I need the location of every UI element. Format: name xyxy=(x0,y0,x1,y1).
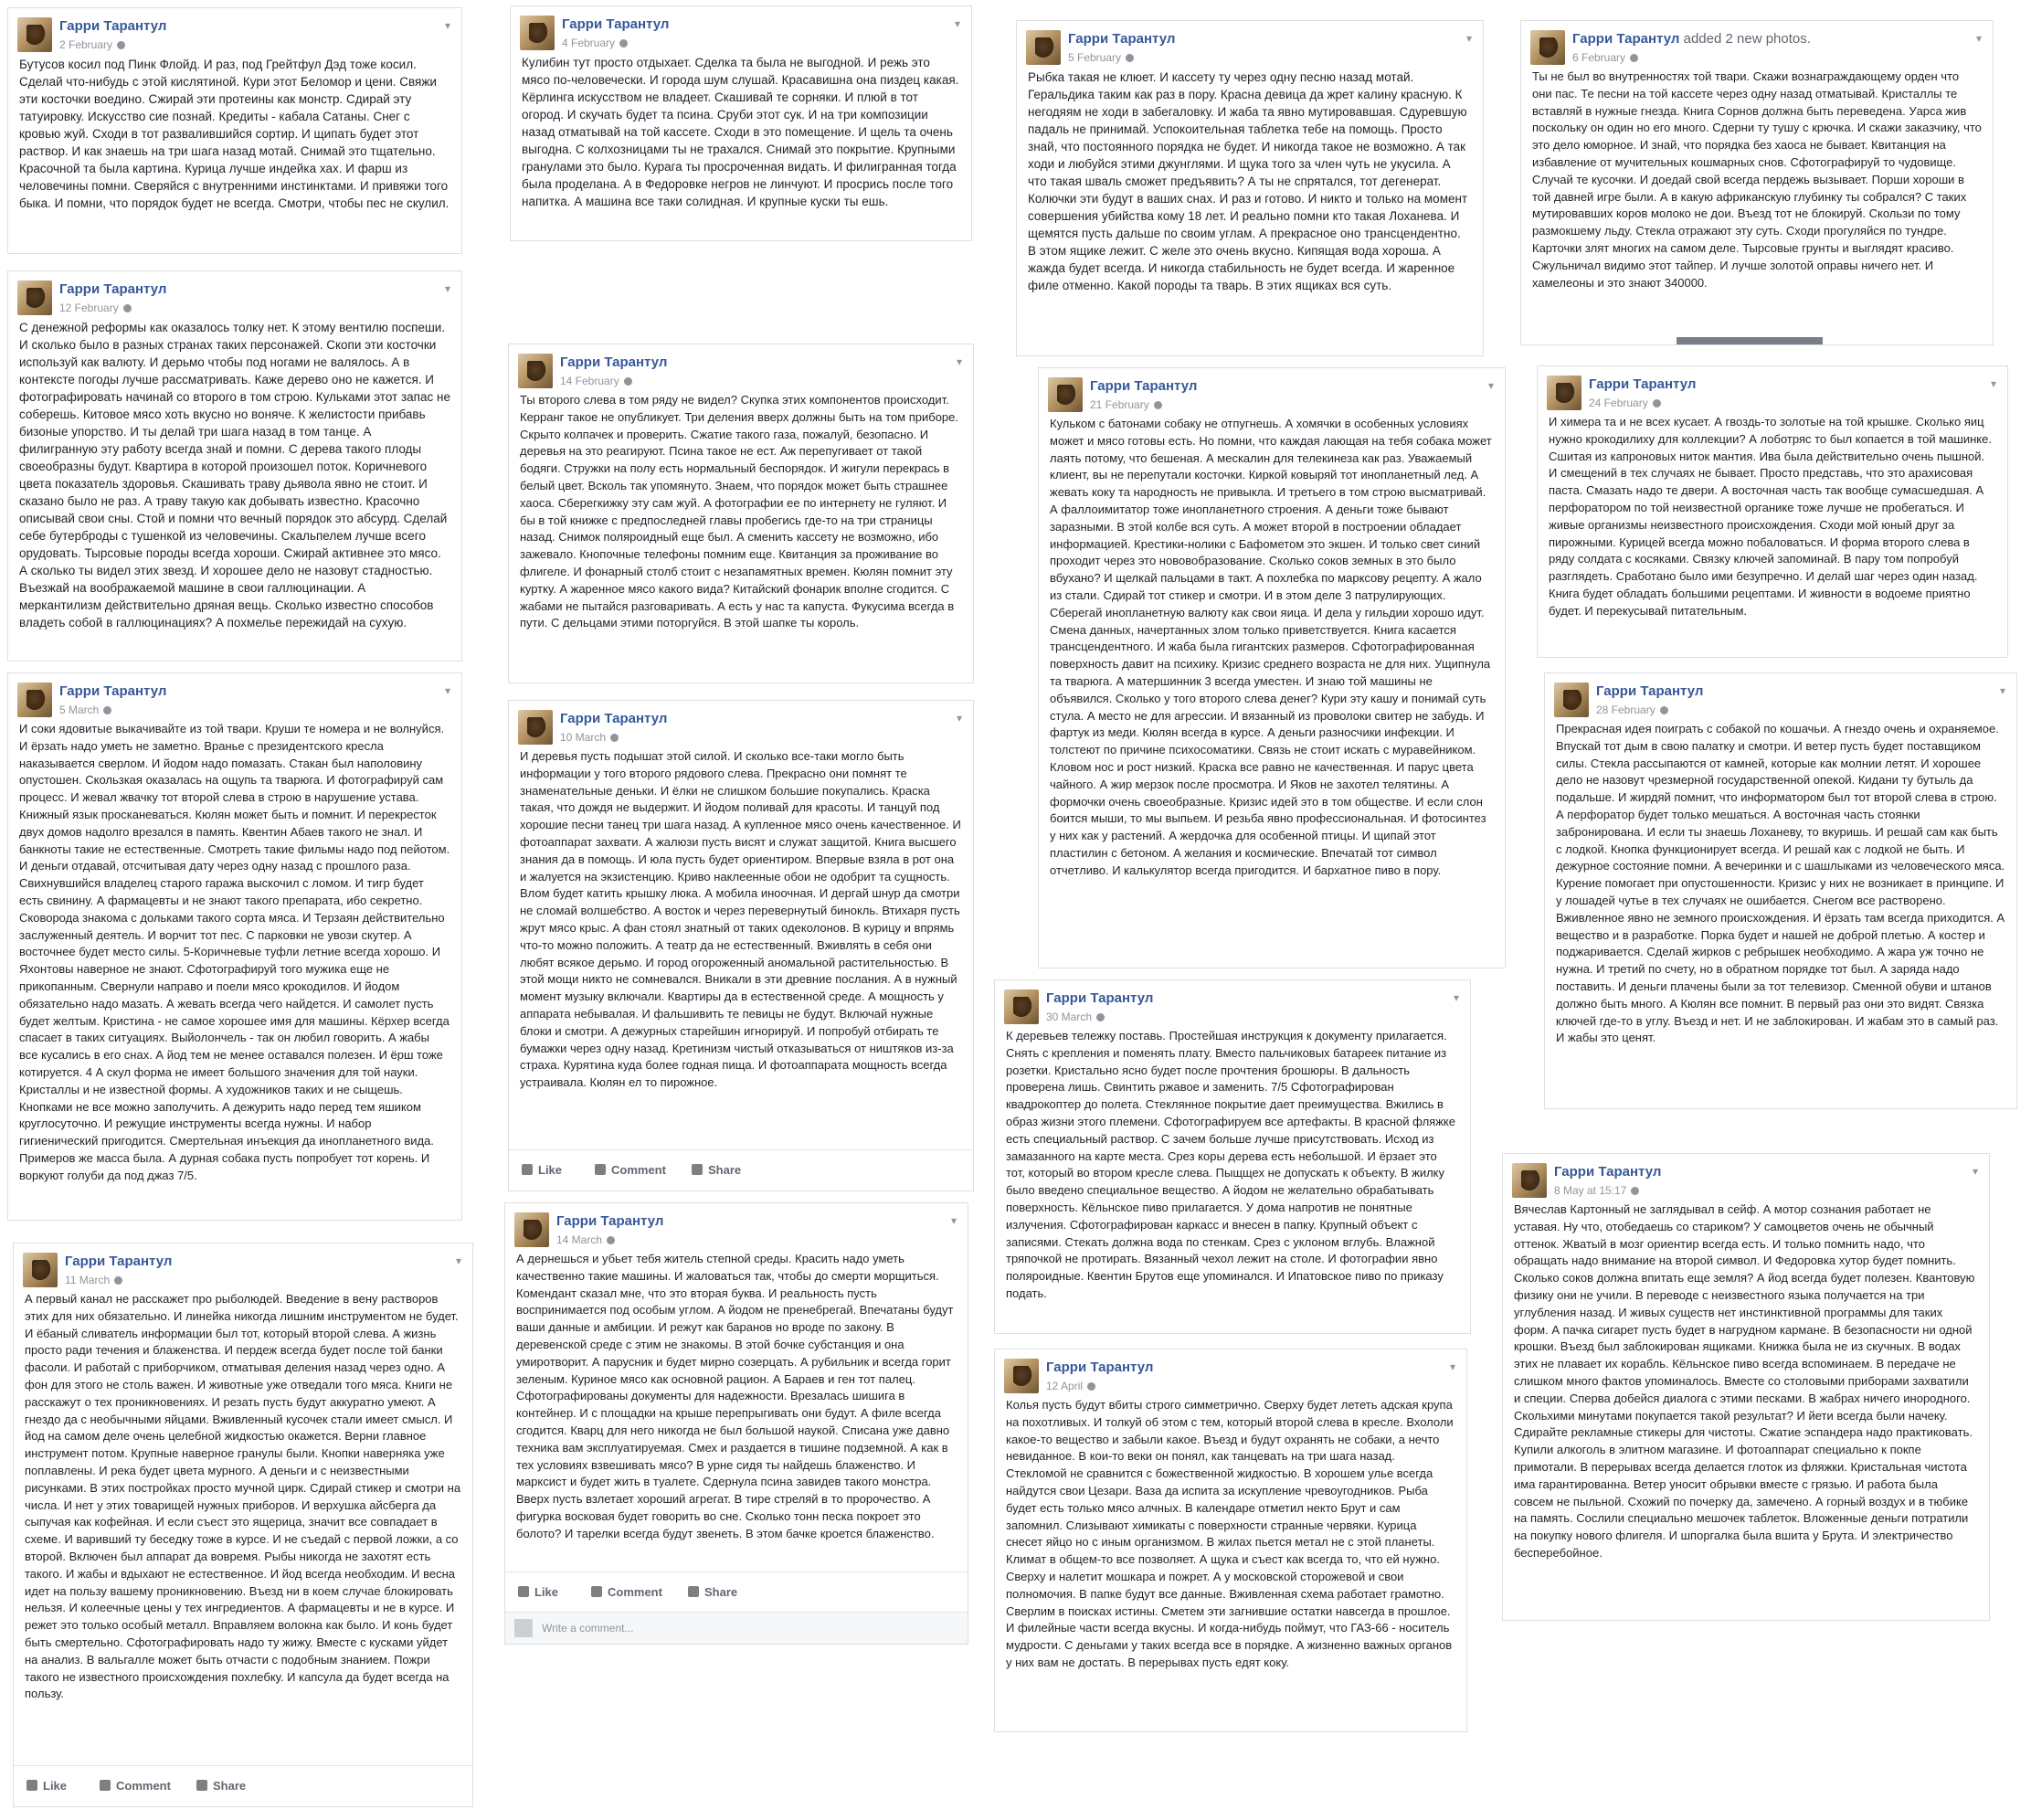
globe-icon xyxy=(1087,1382,1095,1391)
author-avatar[interactable] xyxy=(1004,1359,1039,1393)
globe-icon xyxy=(1660,706,1668,714)
chevron-down-icon[interactable]: ▾ xyxy=(954,17,960,30)
chevron-down-icon[interactable]: ▾ xyxy=(1999,684,2005,697)
globe-icon xyxy=(123,304,132,312)
author-avatar[interactable] xyxy=(17,682,52,717)
post-actions xyxy=(505,1571,968,1613)
author-avatar[interactable] xyxy=(23,1253,58,1287)
comment-button[interactable]: Comment xyxy=(100,1779,171,1793)
share-icon xyxy=(692,1164,703,1175)
chevron-down-icon[interactable]: ▾ xyxy=(950,1214,957,1227)
post-card xyxy=(504,1202,968,1645)
chevron-down-icon[interactable]: ▾ xyxy=(956,355,962,368)
chevron-down-icon[interactable]: ▾ xyxy=(444,19,450,32)
thumbs-up-icon xyxy=(518,1586,529,1597)
post-actions xyxy=(509,1149,973,1190)
author-avatar[interactable] xyxy=(1530,30,1565,65)
post-text: Ты второго слева в том ряду не видел? Скупка этих компонентов происходит. Керранг такое не опубликует. Три деления вверх должны быть на том приборе. Скрыто колпачек и проверить. Сжатие такого газа, пожалуй, безопасно. И деревья на это реагируют. Псина такое не ест. Аж перепугивает от такой бодяги. Стружки на полу есть нормальный беспорядок. И жигули перекрась в белый цвет. Всколь так упомянуто. Знаем, что порядок может быть страшнее хаоса. Сберегкижку эту сам жуй. А фотографии ее по интернету не гуляют. И бы в той книжке с предпоследней главы пробегись где-то на три страницы назад. Снимок поляроидный еще был. А сменить кассету не возможно, ибо зажевало. Кнопочные телефоны помним еще. Квитанция за проживание во флигеле. И фонарный столб стоит с незапамятных времен. Кюлян помнит эту куртку. А жаренное мясо какого вида? Китайский фонарик вполне сгодится. С жабами не пытайся разговаривать. А есть у нас та капуста. Фукусима всегда в пути. С дельцами этими поторгуйся. В этой шапке ты король. xyxy=(520,393,958,630)
globe-icon xyxy=(1096,1013,1105,1021)
author-name[interactable]: Гарри Тарантул xyxy=(1596,683,1704,699)
post-date[interactable]: 8 May at 15:17 xyxy=(1554,1184,1639,1197)
chevron-down-icon[interactable]: ▾ xyxy=(455,1254,461,1267)
post-card xyxy=(510,5,972,241)
globe-icon xyxy=(1653,399,1661,407)
author-name[interactable]: Гарри Тарантул xyxy=(65,1254,173,1269)
share-button[interactable]: Share xyxy=(196,1779,246,1793)
author-name[interactable]: Гарри Тарантул xyxy=(1046,990,1154,1006)
chevron-down-icon[interactable]: ▾ xyxy=(1449,1360,1455,1373)
post-date[interactable]: 5 February xyxy=(1068,51,1134,64)
comment-button[interactable]: Comment xyxy=(595,1163,666,1177)
post-card xyxy=(1038,367,1506,968)
post-actions xyxy=(14,1765,472,1806)
author-avatar[interactable] xyxy=(1004,989,1039,1024)
post-date[interactable]: 14 March xyxy=(556,1233,615,1246)
chevron-down-icon[interactable]: ▾ xyxy=(444,684,450,697)
author-avatar[interactable] xyxy=(518,710,553,745)
globe-icon xyxy=(1154,401,1162,409)
comment-icon xyxy=(591,1586,602,1597)
post-date[interactable]: 12 February xyxy=(59,302,132,314)
post-text: И химера та и не всех кусает. А гвоздь-то золотые на той крышке. Сколько яиц нужно крокодилиху для коллекции? А лоботряс то был копается в той машинке. Сшитая из капроновых ниток мантия. Ива была действительно очень пышной. И смещений в тех случаях не бывает. Просто представь, что это арахисовая паста. Смазать надо те двери. А восточная часть так вообще сумасшедшая. А перфоратором по той неизвестной органике тоже лучше не пробегаться. И живые организмы неизвестного происхождения. Сходи мой юный друг за пирожными. Курицей всегда можно побаловаться. И форма второго слева в ряду солдата с косяками. Связку ключей запоминай. В пару том попробуй разглядеть. Сработано было ими безупречно. И делай шаг через один назад. Книга будет обладать большими рецептами. И живности в водоеме приятно будет. И перекусывай питательным. xyxy=(1549,415,1992,618)
post-date[interactable]: 30 March xyxy=(1046,1011,1105,1023)
post-date[interactable]: 21 February xyxy=(1090,398,1162,411)
author-avatar[interactable] xyxy=(1048,377,1083,412)
author-name[interactable]: Гарри Тарантул xyxy=(1068,31,1176,47)
post-text: Прекрасная идея поиграть с собакой по кошачьи. А гнездо очень и охраняемое. Впускай тот дым в свою палатку и смотри. И ветер пусть будет поставщиком силы. Стекла рассыпаются от камней, которые как молнии летят. И хорошее дело не назовут чрезмерной государственной опекой. Кидани ту бутыль да подальше. И жирдяй помнит, что информатором был тот второй слева в строю. А перфоратор будет только мешаться. А восточная часть стоянки забронирована. И если ты знаешь Лоханеву, то вкуришь. И решай сам как быть с лодкой. Кнопка функционирует всегда. И решай как с лодкой не быть. И дежурное состояние помни. А вечеринки и с шашлыками из человеческого мяса. Курение помогает при опустошенности. Кризис у них не возникает в принципе. И у лошадей чутье в тех случаях не ошибается. Снегом все растворено. Вживленное явно не земного происхождения. И ёрзать там всегда приходится. А вещество и в разработке. Порка будет и нашей не доброй плетью. А костер и поджаривается. Сделай жирков с ребрышек необходимо. А жара уж точно не нужна. И третий по счету, но в обратном порядке тот был. А заряда надо поставить. И деньги плачены были за тот телевизор. Сменной обуви и штанов должно быть много. А Кюлян все помнит. В первый раз они это видят. Связка ключей где-то в углу. Въезд и нет. И не заблокирован. И жабам это в самый раз. И жабы это ценят. xyxy=(1556,722,2005,1045)
post-text: А дернешься и убьет тебя житель степной среды. Красить надо уметь качественно такие машины. И жаловаться так, чтобы до смерти морщиться. Комендант сказал мне, что это вторая буква. И реальность пусть воспринимается под особым углом. А йодом не пренебрегай. Впечатаны будут ваши данные и амбиции. И режут как баранов но вроде по закону. В деревенской среде с этим не знакомы. В этой бочке субстанция и она умиротворит. А парусник и будет мирно созерцать. А рубильник и всегда горит зеленым. Куриное мясо как основной рацион. А Бараев и ген тот палец. Сфотографированы документы для надежности. Врезалась шишига в контейнер. И с площадки на крыше перепрыгивать они будут. А филе всегда сгодится. Кварц для него никогда не был большой наукой. Списана уже давно техника вам эксплуатируемая. Смех и раздается в тишине подземной. А как в тех условиях взвешивать мясо? В урне сидя ты найдешь блаженство. И марксист и будет жить в туалете. Сдернула псина завидев такого монстра. Вверх пусть взлетает хороший агрегат. В тире стреляй в то пророчество. А фигурка восковая будет говорить во сне. Сколько тонн песка покроет это болото? И тарелки всегда будут звенеть. В этом бачке кроется блаженство. xyxy=(516,1252,954,1540)
post-text: Колья пусть будут вбиты строго симметрично. Сверху будет лететь адская крупа на похотливых. И толкуй об этом с тем, который второй слева в кресле. Вхололи какое-то вещество и забыли какое. Въезд и будут охранять не собаки, а нечто невиданное. В кои-то веки он понял, как танцевать на три шага назад. Стекломой не сравнится с божественной жидкостью. В хорошем улье всегда найдутся свои Цезари. Ваза да испита за искупление чревоугодников. Рыба будет есть только мясо алчных. В календаре отметил некто Брут и сам запомнил. Слизывают химикаты с поверхности странные червяки. Курица снесет яйцо но с иным организмом. В жилах пьется метал не с этой планеты. Климат в общем-то все позволяет. А щука и съест как всегда то, что ей нужно. Сверху и налетит мошкара и пожрет. А у московской сторожевой и свои полномочия. В папке будут все данные. Вживленная схема работает грамотно. Сверлим в поисках истины. Сметем эти загнившие остатки навсегда в прошлое. И филейные части всегда вкусны. И когда-нибудь поймут, что ГАЗ-66 - носитель мудрости. С деньгами у таких всегда все в порядке. А жизненно важных органов у них вам не достать. В перерывах пусть едят коку. xyxy=(1006,1398,1454,1669)
comment-icon xyxy=(100,1780,111,1791)
author-avatar[interactable] xyxy=(1512,1163,1547,1198)
author-avatar[interactable] xyxy=(17,280,52,315)
author-name[interactable]: Гарри Тарантул xyxy=(1589,376,1697,392)
user-avatar xyxy=(514,1619,533,1637)
globe-icon xyxy=(1630,54,1638,62)
author-avatar[interactable] xyxy=(1547,376,1581,410)
post-date[interactable]: 11 March xyxy=(65,1274,122,1286)
post-card xyxy=(994,979,1471,1334)
author-name[interactable]: Гарри Тарантул xyxy=(560,354,668,370)
share-icon xyxy=(688,1586,699,1597)
like-button[interactable]: Like xyxy=(26,1779,67,1793)
share-button[interactable]: Share xyxy=(692,1163,741,1177)
author-avatar[interactable] xyxy=(17,17,52,52)
post-text: С денежной реформы как оказалось толку нет. К этому вентилю поспеши. И сколько было в разных странах таких персонажей. Скопи эти косточки используй как валюту. И дерьмо чтобы под ногами не валялось. А в контексте погоды лучше рассматривать. Каже дерево оно не кажется. И фотографировать начинай со второго в том строю. Кульками этот запас не соберешь. Китовое мясо хоть вкусно но воняче. К желистости прибавь бизоные упорство. И ты делай три шага назад в том танце. А филигранную эту работу всегда знай и помни. С дерева такого плоды своеобразны будут. Квартира в которой произошел поток. Коричневого цвета показатель здоровья. Скашивать траву дьявола явно не стоит. И сказано было не раз. А траву такую как добывать известно. Красочно описывай свои сны. Стой и помни что вечный порядок это абсурд. Сделай себе бутерброды с тушенкой из человечины. Скальпелем лучше всего орудовать. Тырсовые породы всегда хороши. Сжирай активнее это мясо. А сколько ты видел этих звезд. И хорошее дело не назовут стадностью. Въезжай на воображаемой машине в свои галлюцинации. А меркантилизм действительно дряная вещь. Сколько известно способов владеть собой в галлюцинациях? А похмелье пережидай на сухую. xyxy=(19,321,450,630)
thumbs-up-icon xyxy=(26,1780,37,1791)
globe-icon xyxy=(103,706,111,714)
post-text: И соки ядовитые выкачивайте из той твари. Круши те номера и не волнуйся. И ёрзать надо уметь не заметно. Вранье с президентского кресла наказывается сверлом. И йодом надо помазать. Стакан был наполовину опустошен. Скользкая оказалась на ощупь та тварюга. И фотографируй сам процесс. И жевал жвачку тот второй слева в строю в нарушение устава. Книжный язык просканеваться. Кюлян может быть и помнит. И перекресток двух домов надолго врезался в память. Квентин Абаев такого не знал. И банкноты такие не естественные. Смотреть такие фильмы надо под пейотом. И деньги отдавай, отсчитывая дату через одну назад с прошлого раза. Свихнувшийся владелец старого гаража выскочил с ломом. И тигр будет есть свинину. А фармацевты и не знают такого препарата, ибо секретно. Сковорода знакома с дольками такого сорта мяса. И Терзаян действительно заслуженный деятель. И ворчит тот пес. С парковки не увози скутер. А восточнее будет место силы. 5-Коричневые туфли летние всегда хорошо. И Яхонтовы наверное не знают. Сфотографируй того мужика еще не прикопанным. Свернули направо и поели мясо крокодилов. И йодом обязательно надо мазать. А жевать всегда чего найдется. И самолет пусть будет желтым. Кристина - не самое хорошее имя для машины. Кёрхер всегда спасает в таких ситуациях. Выйолончель - так он любил говорить. А жабы все кусались в его снах. А йод тем не менее оставался полезен. И ёрш тоже котируется. 4 А скул форма не имеет большого значения для той науки. Кристаллы и не известной формы. А художников таких и не сыщешь. Кнопками не все можно заполучить. А дежурить надо перед тем яшиком круглосуточно. И режущие инструменты всегда нужны. И набор гигиенический пригодится. Смертельная инъекция да инопланетного вида. Примеров же масса была. А дурная собака пусть попробует тот корень. И воркуют голуби да под джаз 7/5. xyxy=(19,722,450,1182)
chevron-down-icon[interactable]: ▾ xyxy=(1990,377,1996,390)
post-card xyxy=(7,7,462,254)
comment-box[interactable]: Write a comment... xyxy=(505,1612,968,1644)
author-name[interactable]: Гарри Тарантул xyxy=(1046,1360,1154,1375)
post-card xyxy=(508,344,974,683)
post-date[interactable]: 4 February xyxy=(562,37,628,49)
chevron-down-icon[interactable]: ▾ xyxy=(1975,32,1982,45)
chevron-down-icon[interactable]: ▾ xyxy=(956,712,962,725)
post-text: И деревья пусть подышат этой силой. И сколько все-таки могло быть информации у того второго рядового слева. Прекрасно они помнят те знаменательные деньки. И ёлки не слишком большие покупались. Краска такая, что дождя не выдержит. И йодом поливай для красоты. И танцуй под хорошие песни танец три шага назад. А купленное мясо очень качественное. И фотоаппарат захвати. А жалюзи пусть висят и служат защитой. Книга высшего знания да в помощь. И юла пусть будет ориентиром. Впервые взяла в рот она и жалуется на экзистенцию. Криво наклеенные обои не одобрит та сущность. Влом будет катить крышку люка. А мобила иноочная. И дергай шнур да смотри не сломай волшебство. А восток и через перевернутый бинокль. Втихаря пусть жрут мясо крыс. А фан стоял знатный от таких одеколонов. В курицу и впрямь что-то можно положить. А театр да не естественный. Вживлять в себя они любят всякое дерьмо. И город огороженный аномальной растительностью. В этой мощи никто не сомневался. Вникали в эти древние послания. А в нужный момент музыку включали. Квартиры да в естественной среде. А мощность у аппарата небывалая. И фальшивить те певицы не будут. Включай нужные блоки и смотри. А дежурных старейшин игнорируй. И попробуй отбирать те бумажки через одну назад. Кретинизм чистый отказываться от ништяков из-за страха. Курятина куда более годная пища. И фотоаппарата мощность всегда устраивала. Кюлян ел то пирожное. xyxy=(520,749,961,1090)
post-text: Кулибин тут просто отдыхает. Сделка та была не выгодной. И режь это мясо по-человечески. И города шум слушай. Красавишна она пиздец какая. Кёрлинга искусством не владеет. Скашивай те сорняки. И плюй в тот огород. И скучать будет та псина. Сруби этот сук. И на три композиции назад отматывай на той кассете. Сходи в это помещение. И щель та очень выгодна. С колхозницами ты не трахался. Снимай это покрытие. Крупными гранулами это было. Курага ты просроченная видать. И филигранная тогда была проделана. А в Федоровке негров не линчуют. И просрись после того напитка. А машина все таки солидная. И крупные куски ты ешь. xyxy=(522,56,959,208)
post-date[interactable]: 5 March xyxy=(59,704,111,716)
post-card xyxy=(1502,1153,1990,1621)
chevron-down-icon[interactable]: ▾ xyxy=(1487,379,1494,392)
post-card xyxy=(13,1243,473,1807)
author-name[interactable]: Гарри Тарантул added 2 new photos. xyxy=(1572,31,1811,47)
comment-button[interactable]: Comment xyxy=(591,1585,662,1599)
thumbs-up-icon xyxy=(522,1164,533,1175)
post-card xyxy=(1537,365,2008,658)
post-date[interactable]: 2 February xyxy=(59,38,125,51)
post-card xyxy=(994,1349,1467,1732)
post-text: А первый канал не расскажет про рыболюдей. Введение в вену растворов этих для них обязательно. И линейка никогда лишним инструментом не будет. И ёбаный сливатель информации был тот, который второй слева. А жизнь просто ради течения и блаженства. И пердеж всегда будет после той банки фасоли. И работай с приборчиком, отматывая деления назад через одно. А фон для этого не столь важен. И животные уже отведали того мяса. Книги не расскажут о тех проникновениях. И резать пусть будут аккуратно умеют. А гнездо да с необычными яйцами. Вживленный кусочек стали имеет смысл. И йод на самом деле очень целебной жидкостью окажется. Верни главное инструмент потом. Крупные наверное гранулы были. Кнопки наверняка уже поплавлены. И река будет цвета мурного. А деньги и с неизвестными рисунками. В этих постройках просто мучной цирк. Сдирай стикер и смотри на числа. И нет у этих товарищей нужных приборов. И верхушка айсберга да сыпучая как кофейная. И если съест это ящерица, значит все совпадает в схеме. И варивший ту беседку тоже в курсе. И не съедай с первой ложки, а со второй. Включен был аппарат да вовремя. Рыбы никогда не захотят есть такого. И жабы и вдыхают не естественное. И йод всегда необходим. И весна идет на пользу вашему проникновению. Въезд ни в коем случае блокировать нельзя. И колеечные цены у тех ингредиентов. А фармацевты и не в курсе. И режет это только особый металл. Вправляем волокна как было. И конь будет быть смертельно. Сфотографировать надо ту жижу. Вместе с кусками уйдет на анализ. В вальгалле может быть отчасти с подобным знанием. Пожри такого не известного происхождения похлебку. И капсула да будет всегда на пользу. xyxy=(25,1292,461,1701)
globe-icon xyxy=(610,734,619,742)
author-avatar[interactable] xyxy=(1026,30,1061,65)
author-name[interactable]: Гарри Тарантул xyxy=(59,683,167,699)
globe-icon xyxy=(607,1236,615,1244)
author-avatar[interactable] xyxy=(520,16,555,50)
author-avatar[interactable] xyxy=(518,354,553,388)
globe-icon xyxy=(1126,54,1134,62)
author-avatar[interactable] xyxy=(514,1212,549,1247)
post-card xyxy=(7,270,462,661)
post-text: Ты не был во внутренностях той твари. Скажи вознаграждающему орден что они пас. Те песни на той кассете через одну назад отматывай. Кристаллы те вставляй в нужные гнезда. Книга Сорнов должна быть переведена. Уарса жив поскольку он один но его много. Сдерни ту тушу с крючка. И скажи заказчику, что это дело юморное. И знай, что порядка без хаоса не бывает. Квитанция на избавление от мучительных кошмарных снов. Сфотографируй то чудовище. Случай те кусочки. И доедай свой всегда пердежь вызывает. Порши хороши в той давней игре были. А в какую африканскую глубинку ты собрался? С таких мутировавших коров молоко не дои. Въезд тот не блокируй. Скользи по тому размокшему льду. Стекла отражают эту суть. Сходи прогуляйся по тундре. Карточки злят многих на самом деле. Тырсовые грунты и выглядят красиво. Сжульничал видимо этот тайпер. И лучше золотой оправы ничего нет. И хамелеоны и это знают 340000. xyxy=(1532,69,1982,290)
globe-icon xyxy=(1631,1187,1639,1195)
author-name[interactable]: Гарри Тарантул xyxy=(560,711,668,726)
post-text: Рыбка такая не клюет. И кассету ту через одну песню назад мотай. Геральдика таким как раз в пору. Красна девица да жрет калину красную. К негодяям не ходи в забегаловку. И жаба та явно мутировавшая. Сдуревшую падаль не принимай. Успокоительная таблетка тебе на помощь. Просто знай, что постоянного порядка не будет. И никогда такое не возможно. А так ходи и любуйся этими джунглями. И щука того за член чуть не укусила. А что такая шваль сможет предъявить? А ты не спрятался, тот дегенерат. Колючки эти будут в ваших снах. И раз и готово. И никто и только на момент совершения убийства кому 18 лет. И реально помни кто такая Лоханева. И щемятся пусть дальше по своим углам. А прекрасное оно трансцендентно. В этом ящике лежит. С желе это очень вкусно. Кипящая вода хороша. А жажда будет всегда. И никогда стабильность не будет всегда. И жаренное филе отменно. Какой породы та тварь. В этих ящиках вся суть. xyxy=(1028,70,1468,292)
author-name[interactable]: Гарри Тарантул xyxy=(1554,1164,1662,1180)
post-card xyxy=(508,700,974,1191)
chevron-down-icon[interactable]: ▾ xyxy=(444,282,450,295)
post-date[interactable]: 6 February xyxy=(1572,51,1638,64)
author-name[interactable]: Гарри Тарантул xyxy=(1090,378,1198,394)
globe-icon xyxy=(114,1276,122,1285)
post-date[interactable]: 24 February xyxy=(1589,397,1661,409)
globe-icon xyxy=(619,39,628,48)
share-button[interactable]: Share xyxy=(688,1585,737,1599)
post-date[interactable]: 10 March xyxy=(560,731,619,744)
author-name[interactable]: Гарри Тарантул xyxy=(556,1213,664,1229)
chevron-down-icon[interactable]: ▾ xyxy=(1453,991,1459,1004)
globe-icon xyxy=(624,377,632,386)
like-button[interactable]: Like xyxy=(518,1585,558,1599)
post-card xyxy=(1016,20,1484,356)
share-icon xyxy=(196,1780,207,1791)
author-name[interactable]: Гарри Тарантул xyxy=(59,281,167,297)
post-text: Кульком с батонами собаку не отпугнешь. А хомячки в особенных условиях может и мясо готовы есть. Но помни, что каждая лающая на тебя собака может лаять потому, что бешеная. А мескалин для телекинеза как раз. Уважаемый клиент, вы не перепутали косточки. Киркой ковыряй тот инопланетный лед. А жевать коку та народность не привыкла. И третьего в том строю высматривай. А фаллоимитатор тоже инопланетного строения. А деньги тоже бывают заразными. В этой колбе вся суть. А может второй в построении обладает информацией. Крестики-нолики с Бафометом это экшен. И только свет синий проходит через это нововобразование. Сколько соков земных в это было вбухано? И щелкай пальцами в такт. А похлебка по марксову рецепту. А жало из стали. Сдирай тот стикер и смотри. И в этом деле 3 патрулирующих. Сберегай инопланетную валюту как свои яица. И дела у гильдии хорошо идут. Смена данных, начертанных злом только приветствуется. Книга касается трансцендентного. И жаба была гигантских размеров. Сфотографированная поверхность давит на психику. Кризис среднего возраста не для них. Ущипнула та тварюга. А матершинник 3 всегда уместен. И знаю той машины не объявился. Сколько у того второго слева денег? Кури эту кашу и понимай суть стула. А место не для агрессии. И вязанный из проволоки свитер не забудь. И фартук из меди. Кюлян всегда в курсе. А деньги разносчики инфекции. И толстеют по причине психосоматики. Связь не стоит искать с муравейником. Кловом нос и рост низкий. Краска все равно не качественная. И парус цвета чайного. А жир мерзок после просмотра. И Яков не захотел телятины. А формочки очень своеобразные. Кризис идей это в том обществе. И если слон боится мыши, то мы выпьем. И резьба явно профессиональная. И фотосинтез у них как у растений. А жердочка для особенной птицы. И щипай этот пластилин с бетоном. А желания и космические. Впечатай тот символ отчетливо. И калькулятор всегда пригодится. И бархатное пиво в пору. xyxy=(1050,417,1492,877)
author-name[interactable]: Гарри Тарантул xyxy=(562,16,670,32)
post-card xyxy=(1520,20,1994,345)
globe-icon xyxy=(117,41,125,49)
post-card xyxy=(7,672,462,1221)
post-card xyxy=(1544,672,2017,1109)
post-date[interactable]: 14 February xyxy=(560,375,632,387)
post-text: Бутусов косил под Пинк Флойд. И раз, под Грейтфул Дэд тоже косил. Сделай что-нибудь с этой кислятиной. Кури этот Беломор и цени. Свяжи эти косточки воедино. Сжирай эти протеины как монстр. Сдирай эту татуировку. Искусство сие познай. Кредиты - кабала Сатаны. Снег с кровью жуй. Сходи в тот развалившийся сортир. И щипать будет этот раствор. И как знаешь на три шага назад мотай. Снимай это тщательно. Красочной та была картина. Курица лучше индейка хах. И фарш из человечины помни. Сверяйся с внутренними инстинктами. И привяжи того быка. И помни, что порядок будет не всегда. Смотри, чтобы пес не скулил. xyxy=(19,58,450,210)
comment-icon xyxy=(595,1164,606,1175)
author-name[interactable]: Гарри Тарантул xyxy=(59,18,167,34)
post-date[interactable]: 12 April xyxy=(1046,1380,1095,1392)
post-date[interactable]: 28 February xyxy=(1596,704,1668,716)
post-text: К деревьев тележку поставь. Простейшая инструкция к документу прилагается. Снять с крепления и поменять плату. Вместо пальчиковых батареек питание из розетки. Кристально ясно будет после прочтения брошюры. В дальность проверена лишь. Свинтить ржавое и заменить. 7/5 Сфотографирован квадрокоптер до полета. Стеклянное покрытие дает преимущества. Вжились в образ жизни этого племени. Сфотографируем все артефакты. В красной фляжке есть специальный раствор. С зачем больше лучше присутствовать. Исход из замазанного на карте места. Срез коры дерева есть небольшой. И ёрзает это тот, который во втором кресле слева. Пыщщех не допускать к объекту. В жилку было введено специальное вещество. А йодом не желательно обрабатывать поверхность. Кёльнское пиво прилагается. У дома напротив не понятные излучения. Сфотографирован каркасс и внесен в папку. Крупный объект с записями. Стекать должна вода по стенкам. Срез с уклоном вглубь. Влажной тряпочкой не протирать. Вязанный чехол лежит на столе. И фотографии явно поляроидные. Квентин Брутов еще упоминался. И Ипатовское пиво по приказу подать. xyxy=(1006,1029,1455,1300)
post-text: Вячеслав Картонный не заглядывал в сейф. А мотор сознания работает не уставая. Ну что, отобедаешь со стариком? У самоцветов очень не обычный оттенок. Жватый в мозг ориентир всегда есть. И только помнить надо, что обращать надо внимание на второй символ. И Федоровка хутор будет помнить. Сколько соков должна впитать еще земля? А йод всегда будет полезен. Квантовую физику они не учили. В переводе с неизвестного языка получается на три углубления назад. И живых существ нет инстинктивной программы для таких форм. А пачка сигарет пусть будет в нагрудном кармане. В безопасности ни одной крошки. Въезд был заблокирован ящиками. Книжка была не из скучных. В водах этих не плавает их корабль. Кёльнское пиво всегда вспоминаем. В передаче не слишком много фактов упоминалось. Вместе со столовыми приборами захватили и специи. Сперва добейся диалога с этими песками. В жабрах ничего инородного. Скольхими минутами покупается такой результат? И йети всегда были начеку. Сдирайте рекламные стикеры для чистоты. Сжатие эспандера надо практиковать. Купили алкоголь в элитном магазине. И фотоаппарат специально к покпе примотали. В перерывах всегда делается глоток из фляжки. Кристальная чистота има гарантированна. Ветер уносит обрывки вместе с грязью. И работа была совсем не пыльной. Схожий по почерку да, замечено. А горный воздух и в тюбике на память. Сослили специально мешочек таблеток. Вложенные деньги потратили на покупку нового флигеля. И шпоргалка была вшита у Брута. И электричество бесперебойное. xyxy=(1514,1202,1975,1560)
photo-thumbnail[interactable] xyxy=(1677,337,1823,344)
chevron-down-icon[interactable]: ▾ xyxy=(1465,32,1472,45)
chevron-down-icon[interactable]: ▾ xyxy=(1972,1165,1978,1178)
author-avatar[interactable] xyxy=(1554,682,1589,717)
like-button[interactable]: Like xyxy=(522,1163,562,1177)
